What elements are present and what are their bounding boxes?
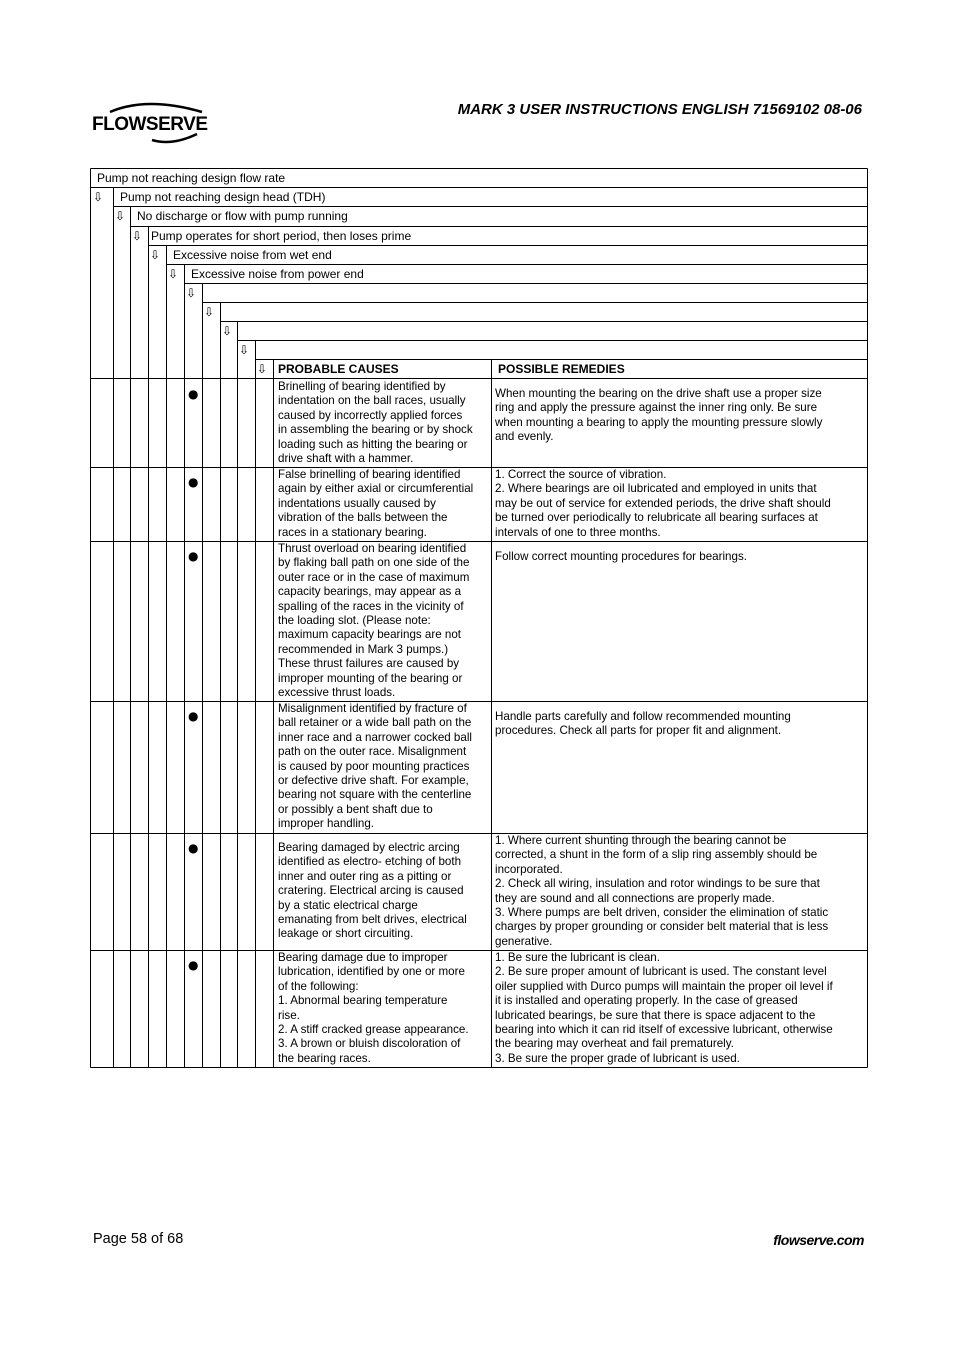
possible-remedies-header: POSSIBLE REMEDIES [498, 362, 625, 376]
down-arrow-icon: ⇩ [93, 190, 104, 204]
remedy-cell: Handle parts carefully and follow recommended mounting procedures. Check all parts for proper fit and alignment. [495, 710, 791, 738]
cause-cell: False brinelling of bearing identified again by either axial or circumferential indentations usually caused by vibration of the balls between the races in a stationary bearing. [278, 468, 474, 539]
cause-cell: Brinelling of bearing identified by indentation on the ball races, usually caused by incorrectly applied forces in assembling the bearing or by shock loading such as hitting the bearing or drive shaft with a hammer. [278, 380, 473, 466]
bullet-icon: ● [188, 549, 199, 563]
remedy-cell: 1. Be sure the lubricant is clean. 2. Be sure proper amount of lubricant is used. The constant level oiler supplied with Durco pumps will maintain the proper oil level if it is installed and operating properly. In the case of greased lubricated bearings, be sure that there is space adjacent to the bearing into which it can rid itself of excessive lubricant, otherwise the bearing may overheat and fail prematurely. 3. Be sure the proper grade of lubricant is used. [495, 951, 833, 1065]
bullet-icon: ● [188, 841, 199, 855]
remedy-cell: When mounting the bearing on the drive shaft use a proper size ring and apply the pressure against the inner ring only. Be sure when mounting a bearing to apply the mounting pressure slowly and evenly. [495, 387, 823, 444]
symptom-label: Pump not reaching design flow rate [97, 171, 286, 185]
down-arrow-icon: ⇩ [222, 324, 233, 338]
symptom-label: Excessive noise from power end [191, 267, 364, 281]
down-arrow-icon: ⇩ [239, 343, 250, 357]
down-arrow-icon: ⇩ [132, 229, 143, 243]
probable-causes-header: PROBABLE CAUSES [278, 362, 399, 376]
down-arrow-icon: ⇩ [168, 267, 179, 281]
bullet-icon: ● [188, 475, 199, 489]
symptom-label: No discharge or flow with pump running [137, 209, 348, 223]
page-number: Page 58 of 68 [93, 1231, 184, 1247]
logo-text: FLOWSERVE [92, 114, 208, 135]
footer-website: flowserve.com [773, 1232, 864, 1248]
remedy-cell: 1. Correct the source of vibration. 2. Where bearings are oil lubricated and employed in units that may be out of service for extended periods, the drive shaft should be turned over periodically to relubricate all bearing surfaces at intervals of one to three months. [495, 468, 831, 539]
remedy-cell: Follow correct mounting procedures for bearings. [495, 550, 747, 563]
down-arrow-icon: ⇩ [115, 209, 126, 223]
symptom-label: Pump operates for short period, then loses prime [151, 229, 412, 243]
down-arrow-icon: ⇩ [204, 305, 215, 319]
flowserve-logo [92, 100, 208, 146]
down-arrow-icon: ⇩ [150, 248, 161, 262]
cause-cell: Bearing damaged by electric arcing identified as electro- etching of both inner and outer ring as a pitting or cratering. Electrical arcing is caused by a static electrical charge emanating from belt drives, electrical leakage or short circuiting. [278, 841, 467, 941]
down-arrow-icon: ⇩ [186, 286, 197, 300]
symptom-label: Excessive noise from wet end [173, 248, 332, 262]
document-title: MARK 3 USER INSTRUCTIONS ENGLISH 71569102 08-06 [457, 101, 862, 118]
bullet-icon: ● [188, 958, 199, 972]
cause-cell: Misalignment identified by fracture of ball retainer or a wide ball path on the inner race and a narrower cocked ball path on the outer race. Misalignment is caused by poor mounting practices or defective drive shaft. For example, bearing not square with the centerline or possibly a bent shaft due to improper handling. [278, 702, 472, 831]
cause-cell: Thrust overload on bearing identified by flaking ball path on one side of the outer race or in the case of maximum capacity bearings, may appear as a spalling of the races in the vicinity of the loading slot. (Please note: maximum capacity bearings are not recommended in Mark 3 pumps.) These thrust failures are caused by improper mounting of the bearing or excessive thrust loads. [278, 542, 470, 700]
bullet-icon: ● [188, 387, 199, 401]
bullet-icon: ● [188, 709, 199, 723]
down-arrow-icon: ⇩ [257, 362, 268, 376]
symptom-label: Pump not reaching design head (TDH) [120, 190, 326, 204]
remedy-cell: 1. Where current shunting through the bearing cannot be corrected, a shunt in the form of a slip ring assembly should be incorporated. 2. Check all wiring, insulation and rotor windings to be sure that they are sound and all connections are properly made. 3. Where pumps are belt driven, consider the elimination of static charges by proper grounding or consider belt material that is less generative. [495, 834, 829, 948]
cause-cell: Bearing damage due to improper lubrication, identified by one or more of the following: 1. Abnormal bearing temperature rise. 2. A stiff cracked grease appearance. 3. A brown or bluish discoloration of the bearing races. [278, 951, 469, 1065]
